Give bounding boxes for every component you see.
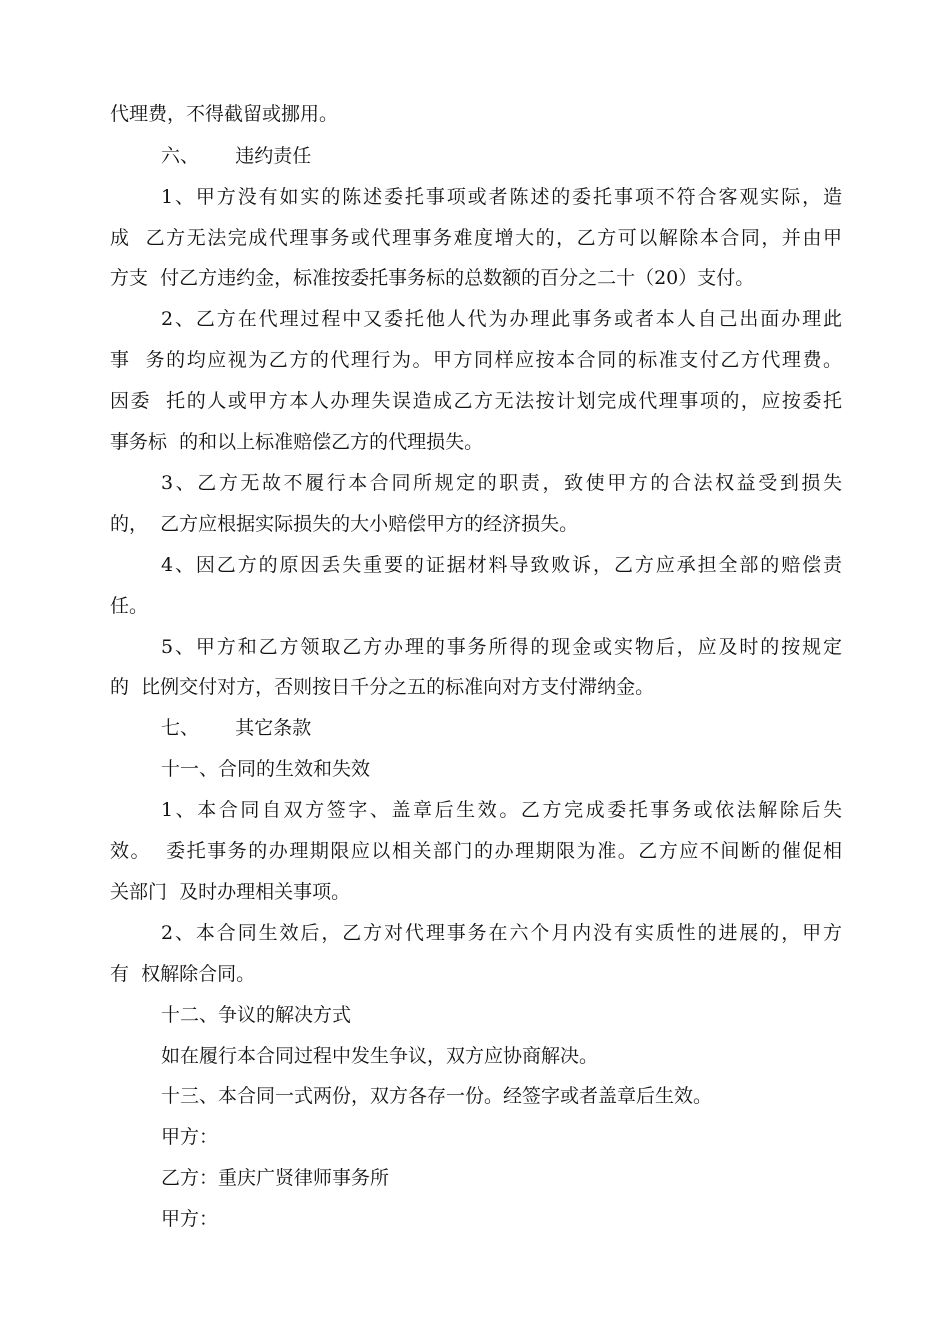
signature-party-b: 乙方：重庆广贤律师事务所	[161, 1167, 390, 1189]
paragraph-line: 方支 付乙方违约金，标准按委托事务标的总数额的百分之二十（20）支付。	[110, 267, 755, 289]
paragraph-line: 事 务的均应视为乙方的代理行为。甲方同样应按本合同的标准支付乙方代理费。	[110, 349, 842, 371]
paragraph-line: 效。 委托事务的办理期限应以相关部门的办理期限为准。乙方应不间断的催促相	[110, 840, 842, 862]
paragraph-line: 因委 托的人或甲方本人办理失误造成乙方无法按计划完成代理事项的，应按委托	[110, 390, 842, 412]
paragraph-line: 1、甲方没有如实的陈述委托事项或者陈述的委托事项不符合客观实际，造	[161, 186, 842, 208]
section-heading-13: 十三、本合同一式两份，双方各存一份。经签字或者盖章后生效。	[161, 1085, 713, 1107]
paragraph-line: 4、因乙方的原因丢失重要的证据材料导致败诉，乙方应承担全部的赔偿责	[161, 554, 842, 576]
paragraph-line: 关部门 及时办理相关事项。	[110, 881, 351, 903]
paragraph-line: 的 比例交付对方，否则按日千分之五的标准向对方支付滞纳金。	[110, 676, 655, 698]
paragraph-line: 任。	[110, 595, 149, 617]
paragraph-line: 2、本合同生效后，乙方对代理事务在六个月内没有实质性的进展的，甲方	[161, 922, 842, 944]
section-heading-7: 七、 其它条款	[161, 717, 312, 739]
paragraph-line: 如在履行本合同过程中发生争议，双方应协商解决。	[161, 1045, 599, 1067]
paragraph-line: 事务标 的和以上标准赔偿乙方的代理损失。	[110, 431, 484, 453]
section-heading-6: 六、 违约责任	[161, 145, 312, 167]
paragraph-line: 5、甲方和乙方领取乙方办理的事务所得的现金或实物后，应及时的按规定	[161, 636, 842, 658]
paragraph-line: 代理费，不得截留或挪用。	[110, 103, 339, 125]
paragraph-line: 成 乙方无法完成代理事务或代理事务难度增大的，乙方可以解除本合同，并由甲	[110, 227, 842, 249]
paragraph-line: 有 权解除合同。	[110, 963, 256, 985]
paragraph-line: 2、乙方在代理过程中又委托他人代为办理此事务或者本人自己出面办理此	[161, 308, 842, 330]
section-heading-11: 十一、合同的生效和失效	[161, 758, 371, 780]
paragraph-line: 1、本合同自双方签字、盖章后生效。乙方完成委托事务或依法解除后失	[161, 799, 842, 821]
section-heading-12: 十二、争议的解决方式	[161, 1004, 352, 1026]
signature-party-a-repeat: 甲方：	[161, 1208, 219, 1230]
signature-party-a: 甲方：	[161, 1126, 219, 1148]
paragraph-line: 3、乙方无故不履行本合同所规定的职责，致使甲方的合法权益受到损失	[161, 472, 842, 494]
paragraph-line: 的， 乙方应根据实际损失的大小赔偿甲方的经济损失。	[110, 513, 579, 535]
